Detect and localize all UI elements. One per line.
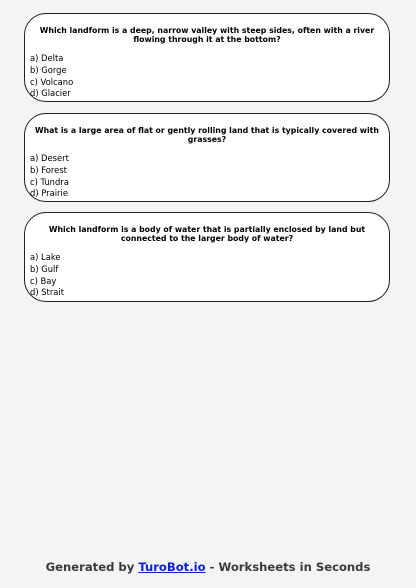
question-text: Which landform is a body of water that is partially enclosed by land but connected to the larger body of water?: [48, 225, 366, 243]
answer-options: [30, 53, 389, 100]
question-card-2: [24, 113, 390, 202]
option-c: c) Bay: [30, 275, 57, 286]
option-d: d) Prairie: [30, 188, 68, 199]
question-card-3: [24, 212, 390, 302]
option-d: d) Strait: [30, 287, 65, 298]
footer-credit: [0, 560, 416, 574]
answer-options: [30, 153, 389, 200]
option-b: b) Gulf: [30, 263, 59, 274]
option-d: d) Glacier: [30, 88, 71, 99]
question-text: Which landform is a deep, narrow valley with steep sides, often with a river flowing through it at the bottom?: [39, 26, 375, 44]
option-b: b) Forest: [30, 164, 67, 175]
option-a: a) Lake: [30, 252, 61, 262]
footer-suffix: - Worksheets in Seconds: [205, 560, 371, 574]
option-a: a) Desert: [30, 153, 69, 163]
option-c: c) Tundra: [30, 176, 69, 187]
footer-prefix: Generated by: [45, 560, 139, 574]
question-text: What is a large area of flat or gently rolling land that is typically covered with grasses?: [35, 126, 379, 144]
option-a: a) Delta: [30, 53, 64, 63]
question-card-1: [24, 13, 390, 102]
option-c: c) Volcano: [30, 76, 74, 87]
turobot-link[interactable]: TuroBot.io: [138, 560, 206, 574]
answer-options: [30, 252, 389, 299]
option-b: b) Gorge: [30, 64, 67, 75]
